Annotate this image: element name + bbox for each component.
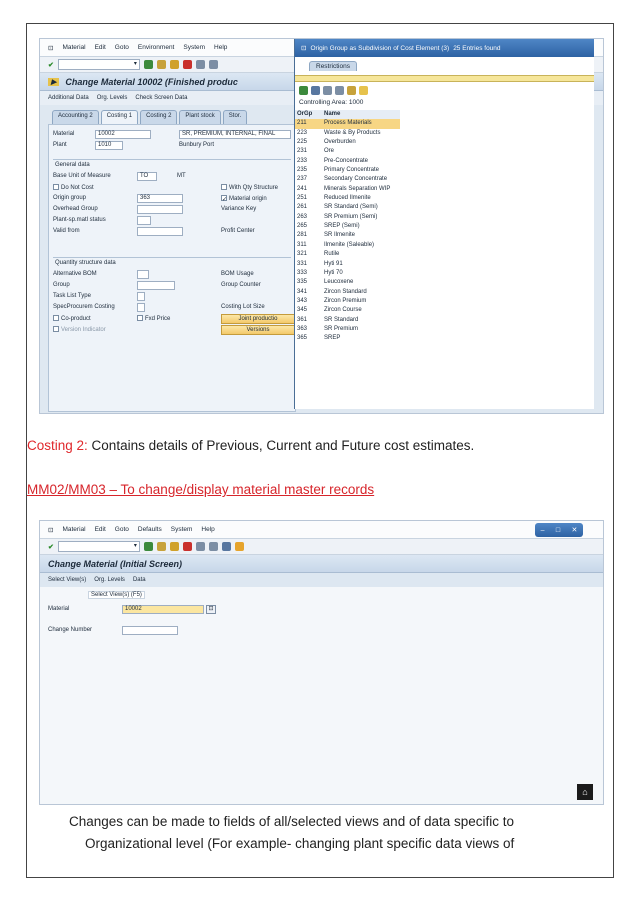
row-code: 281 [297, 232, 308, 239]
exit-icon[interactable] [170, 60, 179, 69]
list-item[interactable] [295, 231, 400, 240]
menu-bar [40, 521, 603, 539]
row-code: 211 [297, 120, 307, 127]
row-code: 341 [297, 288, 308, 295]
row-code: 361 [297, 316, 308, 323]
mm02-heading[interactable]: MM02/MM03 – To change/display material master records [27, 482, 375, 497]
row-code: 335 [297, 279, 308, 286]
list-item[interactable] [295, 147, 400, 156]
list-item[interactable] [295, 194, 400, 203]
do-not-cost-label: Do Not Cost [61, 185, 94, 191]
standard-toolbar [40, 539, 603, 555]
material-origin-label: Material origin [229, 196, 267, 202]
layout-icon[interactable] [347, 86, 356, 95]
menu-material[interactable]: Material [62, 526, 86, 533]
valid-from-label: Valid from [53, 228, 80, 234]
list-item[interactable] [295, 129, 400, 138]
costing2-text: Contains details of Previous, Current and Future cost estimates. [87, 438, 475, 453]
task-list-type-field[interactable] [137, 292, 145, 301]
spec-procurem-field[interactable] [137, 303, 145, 312]
select-views-button[interactable]: Select View(s) [48, 577, 87, 583]
list-item[interactable] [295, 297, 400, 306]
menu-help[interactable]: Help [201, 526, 215, 533]
list-item[interactable] [295, 269, 400, 278]
quantity-structure-header: Quantity structure data [55, 260, 116, 266]
fxd-price-label: Fxd Price [145, 316, 171, 322]
row-code: 261 [297, 204, 308, 211]
row-code: 333 [297, 269, 308, 276]
costing-lot-size-label: Costing Lot Size [221, 304, 265, 310]
plant-sp-status-field[interactable] [137, 216, 151, 225]
co-product-label: Co-product [61, 316, 91, 322]
base-uom-field[interactable]: TO [137, 172, 157, 181]
valid-from-field[interactable] [137, 227, 183, 236]
data-button[interactable]: Data [132, 577, 146, 583]
menu-goto[interactable]: Goto [114, 526, 129, 533]
back-icon[interactable] [144, 542, 153, 551]
col-name: Name [324, 111, 341, 117]
screen-title: Change Material 10002 (Finished produc [65, 76, 238, 87]
change-number-input[interactable] [122, 626, 178, 635]
origin-group-popup [294, 39, 594, 409]
row-name: Secondary Concentrate [324, 176, 388, 183]
row-name: Pre-Concentrate [324, 157, 369, 164]
row-code: 251 [297, 195, 308, 202]
list-item[interactable] [295, 241, 400, 250]
alternative-bom-field[interactable] [137, 270, 149, 279]
screen-title: Change Material (Initial Screen) [48, 558, 183, 569]
row-name: SR Standard (Semi) [324, 204, 378, 211]
material-input[interactable]: 10002 [122, 605, 204, 614]
command-field[interactable]: ▾ [58, 59, 140, 70]
row-code: 223 [297, 129, 308, 136]
bottom-text-line-2: Organizational level (For example- changing plant specific data views of [85, 836, 515, 851]
value-help-icon[interactable]: ⊡ [206, 605, 216, 614]
row-name: SR Standard [324, 316, 359, 323]
do-not-cost-checkbox[interactable] [53, 184, 94, 191]
document-page [26, 23, 614, 878]
save-icon[interactable] [157, 542, 166, 551]
row-code: 365 [297, 335, 308, 342]
maximize-icon[interactable]: □ [555, 526, 561, 534]
layout-icon[interactable] [222, 542, 231, 551]
additional-data-button[interactable]: Additional Data [48, 95, 89, 101]
screen-title-bar [40, 555, 603, 573]
list-header [295, 110, 400, 119]
row-code: 263 [297, 213, 308, 220]
base-uom-label: Base Unit of Measure [53, 173, 111, 179]
org-levels-button[interactable]: Org. Levels [96, 95, 128, 101]
row-code: 343 [297, 297, 308, 304]
find-icon[interactable] [209, 60, 218, 69]
row-code: 331 [297, 260, 308, 267]
with-qty-structure-label: With Qty Structure [229, 185, 279, 191]
screenshot-costing [39, 38, 604, 414]
overhead-group-field[interactable] [137, 205, 183, 214]
row-name: SR Premium (Semi) [324, 213, 378, 220]
restrictions-bar[interactable] [295, 75, 594, 82]
task-list-type-label: Task List Type [53, 293, 91, 299]
list-item[interactable] [295, 119, 400, 128]
row-name: Primary Concentrate [324, 167, 380, 174]
versions-button[interactable]: Versions [221, 325, 295, 335]
help-icon[interactable] [235, 542, 244, 551]
plant-description: Bunbury Port [179, 142, 215, 148]
print-icon[interactable] [196, 60, 205, 69]
row-code: 241 [297, 185, 308, 192]
tab-accounting-2[interactable]: Accounting 2 [52, 110, 99, 124]
co-product-checkbox[interactable] [53, 315, 91, 322]
list-item[interactable] [295, 166, 400, 175]
profit-center-label: Profit Center [221, 228, 255, 234]
row-code: 321 [297, 251, 308, 258]
row-name: Minerals Separation WIP [324, 185, 391, 192]
general-data-header: General data [55, 162, 90, 168]
menu-edit[interactable]: Edit [94, 44, 106, 51]
menu-defaults[interactable]: Defaults [137, 526, 162, 533]
command-field[interactable]: ▾ [58, 541, 140, 552]
sort-icon[interactable] [311, 86, 320, 95]
menu-icon[interactable]: ⊡ [48, 44, 54, 52]
row-name: Overburden [324, 139, 356, 146]
find-icon[interactable] [335, 86, 344, 95]
filter-icon[interactable] [323, 86, 332, 95]
select-views-tooltip: Select View(s) (F5) [88, 591, 145, 599]
menu-goto[interactable]: Goto [114, 44, 129, 51]
with-qty-structure-checkbox[interactable] [221, 184, 278, 191]
list-item[interactable] [295, 222, 400, 231]
overhead-group-label: Overhead Group [53, 206, 98, 212]
menu-system[interactable]: System [183, 44, 206, 51]
row-code: 235 [297, 167, 308, 174]
alternative-bom-label: Alternative BOM [53, 271, 97, 277]
row-code: 231 [297, 148, 308, 155]
print-icon[interactable] [196, 542, 205, 551]
costing-content [48, 124, 296, 412]
variance-key-label: Variance Key [221, 206, 257, 212]
list-item[interactable] [295, 175, 400, 184]
joint-production-button[interactable]: Joint productio [221, 314, 295, 324]
tab-storage[interactable]: Stor. [223, 110, 247, 124]
new-entry-icon[interactable] [359, 86, 368, 95]
row-name: Zircon Premium [324, 297, 367, 304]
material-icon: ▶ [48, 78, 59, 86]
popup-title-bar [295, 39, 594, 57]
row-name: SREP [324, 335, 341, 342]
confirm-icon[interactable] [299, 86, 308, 95]
list-item[interactable] [295, 213, 400, 222]
check-screen-data-button[interactable]: Check Screen Data [135, 95, 188, 101]
controlling-area: Controlling Area: 1000 [299, 99, 364, 106]
origin-group-field[interactable]: 363 [137, 194, 183, 203]
list-item[interactable] [295, 334, 400, 343]
minimize-icon[interactable]: – [540, 526, 545, 534]
list-item[interactable] [295, 185, 400, 194]
find-icon[interactable] [209, 542, 218, 551]
material-label: Material [53, 131, 75, 137]
material-value: 10002 [95, 130, 151, 139]
list-item[interactable] [295, 306, 400, 315]
version-indicator-checkbox[interactable] [53, 326, 106, 333]
row-name: Hyti 70 [324, 269, 343, 276]
save-icon[interactable] [157, 60, 166, 69]
popup-window-icon: ⊡ [301, 45, 307, 52]
screenshot-initial-screen [39, 520, 604, 805]
popup-title: Origin Group as Subdivision of Cost Element (3) [310, 44, 450, 52]
tab-plant-stock[interactable]: Plant stock [179, 110, 220, 124]
list-item[interactable] [295, 316, 400, 325]
base-uom-text: MT [177, 173, 186, 179]
view-tabs [52, 110, 247, 124]
row-name: SREP (Semi) [324, 223, 360, 230]
row-name: Ore [324, 148, 335, 155]
menu-environment[interactable]: Environment [137, 44, 175, 51]
material-description: SR, PREMIUM, INTERNAL, FINAL [179, 130, 291, 139]
material-origin-checkbox[interactable]: ✓ Material origin [222, 196, 267, 203]
window-controls[interactable] [535, 523, 583, 537]
list-item[interactable] [295, 288, 400, 297]
plant-label: Plant [53, 142, 67, 148]
menu-icon[interactable]: ⊡ [48, 526, 54, 534]
application-toolbar [40, 573, 603, 587]
cancel-icon[interactable] [183, 542, 192, 551]
row-code: 311 [297, 241, 307, 248]
menu-help[interactable]: Help [214, 44, 228, 51]
tab-costing-1[interactable]: Costing 1 [101, 110, 138, 124]
tab-restrictions[interactable]: Restrictions [309, 61, 357, 71]
bottom-text-line-1: Changes can be made to fields of all/selected views and of data specific to [69, 814, 515, 829]
row-name: Leucoxene [324, 279, 354, 286]
row-code: 363 [297, 325, 308, 332]
popup-toolbar [299, 86, 368, 95]
menu-system[interactable]: System [170, 526, 193, 533]
exit-icon[interactable] [170, 542, 179, 551]
change-number-label: Change Number [48, 627, 93, 633]
fxd-price-checkbox[interactable] [137, 315, 170, 322]
back-icon[interactable] [144, 60, 153, 69]
list-item[interactable] [295, 278, 400, 287]
group-field[interactable] [137, 281, 175, 290]
row-name: Process Materials [324, 120, 372, 127]
costing2-paragraph [27, 438, 474, 453]
group-label: Group [53, 282, 70, 288]
row-name: Zircon Course [324, 307, 362, 314]
tab-costing-2[interactable]: Costing 2 [140, 110, 177, 124]
row-name: Waste & By Products [324, 129, 381, 136]
list-item[interactable] [295, 157, 400, 166]
list-item[interactable] [295, 138, 400, 147]
enter-icon[interactable]: ✔ [48, 61, 54, 69]
row-code: 265 [297, 223, 308, 230]
cancel-icon[interactable] [183, 60, 192, 69]
popup-entries-found: 25 Entries found [453, 44, 501, 52]
list-item[interactable] [295, 325, 400, 334]
menu-edit[interactable]: Edit [94, 526, 106, 533]
row-name: Ilmenite (Saleable) [324, 241, 375, 248]
list-item[interactable] [295, 250, 400, 259]
row-name: Rutile [324, 251, 340, 258]
material-label: Material [48, 606, 70, 612]
row-code: 237 [297, 176, 308, 183]
row-name: Reduced Ilmenite [324, 195, 371, 202]
plant-sp-status-label: Plant-sp.matl status [53, 217, 106, 223]
plant-value: 1010 [95, 141, 123, 150]
org-levels-button[interactable]: Org. Levels [94, 577, 125, 583]
costing2-label: Costing 2: [27, 438, 88, 453]
enter-icon[interactable]: ✔ [48, 543, 54, 551]
origin-group-list [295, 110, 400, 410]
row-name: SR Ilmenite [324, 232, 356, 239]
col-orgp: OrGp [297, 111, 313, 117]
version-indicator-label: Version Indicator [61, 327, 106, 333]
bom-usage-label: BOM Usage [221, 271, 254, 277]
close-icon[interactable]: ✕ [571, 527, 578, 534]
group-counter-label: Group Counter [221, 282, 261, 288]
row-name: Zircon Standard [324, 288, 367, 295]
origin-group-label: Origin group [53, 195, 87, 201]
row-name: Hyti 91 [324, 260, 343, 267]
row-code: 225 [297, 139, 308, 146]
menu-material[interactable]: Material [62, 44, 86, 51]
row-code: 345 [297, 307, 308, 314]
list-item[interactable] [295, 260, 400, 269]
spec-procurem-label: SpecProcurem Costing [53, 304, 115, 310]
home-icon[interactable]: ⌂ [577, 784, 593, 800]
row-name: SR Premium [324, 325, 359, 332]
list-item[interactable] [295, 203, 400, 212]
row-code: 233 [297, 157, 308, 164]
